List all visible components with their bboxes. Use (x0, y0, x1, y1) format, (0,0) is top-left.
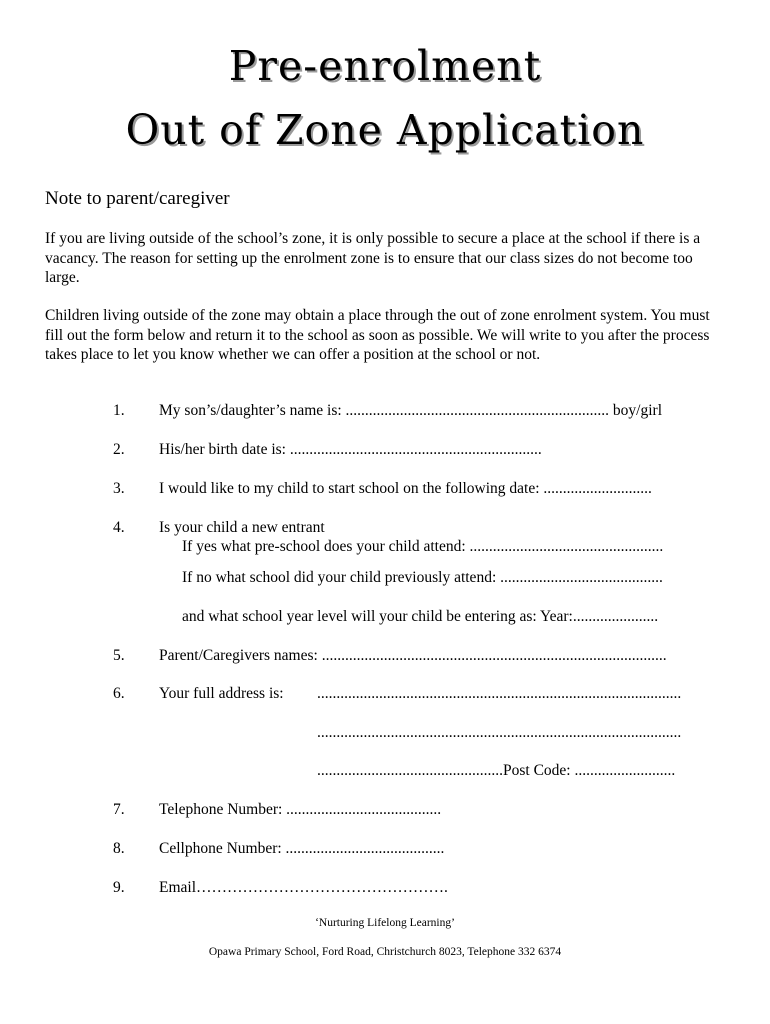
address-line-1[interactable]: .............................................................................................. (317, 685, 682, 702)
address-line-2[interactable]: .............................................................................................. (317, 724, 682, 741)
item-number-4: 4. (113, 519, 125, 536)
item-number-6: 6. (113, 685, 125, 702)
item-number-7: 7. (113, 801, 125, 818)
year-level-field[interactable]: and what school year level will your child be entering as: Year:...................... (182, 608, 659, 625)
footer-address: Opawa Primary School, Ford Road, Christchurch 8023, Telephone 332 6374 (208, 946, 562, 958)
address-line-3-postcode[interactable]: ................................................Post Code: .......................... (317, 762, 676, 779)
start-date-field[interactable]: I would like to my child to start school on the following date: ............................ (159, 480, 652, 497)
birth-date-field[interactable]: His/her birth date is: ................................................................. (159, 441, 542, 458)
item-number-3: 3. (113, 480, 125, 497)
item-number-9: 9. (113, 879, 125, 896)
previous-school-field[interactable]: If no what school did your child previously attend: .......................................... (182, 569, 663, 586)
item-number-2: 2. (113, 441, 125, 458)
new-entrant-question: Is your child a new entrant (159, 519, 325, 536)
intro-paragraph-2: Children living outside of the zone may obtain a place through the out of zone enrolment system. You must fill out the form below and return it to the school as soon as possible. We will write to you after the process takes place to let you know whether we can offer a position at the school or not. (45, 307, 710, 364)
form-title-line-2: Out of Zone Application (125, 106, 645, 154)
intro-paragraph-1: If you are living outside of the school’s zone, it is only possible to secure a place at the school if there is a vacancy. The reason for setting up the enrolment zone is to ensure that our class sizes do not become too large. (45, 230, 701, 287)
preschool-field[interactable]: If yes what pre-school does your child attend: .................................................. (182, 538, 664, 555)
email-field[interactable]: Email…………………………………………. (159, 879, 448, 896)
item-number-1: 1. (113, 402, 125, 419)
footer-motto: ‘Nurturing Lifelong Learning’ (315, 917, 455, 929)
telephone-field[interactable]: Telephone Number: ........................................ (159, 801, 442, 818)
item-number-5: 5. (113, 647, 125, 664)
child-name-field[interactable]: My son’s/daughter’s name is: .................................................................... boy/girl (159, 402, 663, 419)
parent-names-field[interactable]: Parent/Caregivers names: ......................................................................................... (159, 647, 667, 664)
address-label: Your full address is: (159, 685, 284, 702)
item-number-8: 8. (113, 840, 125, 857)
cellphone-field[interactable]: Cellphone Number: ......................................... (159, 840, 445, 857)
note-heading: Note to parent/caregiver (45, 188, 230, 209)
form-title-line-1: Pre-enrolment (228, 42, 542, 90)
